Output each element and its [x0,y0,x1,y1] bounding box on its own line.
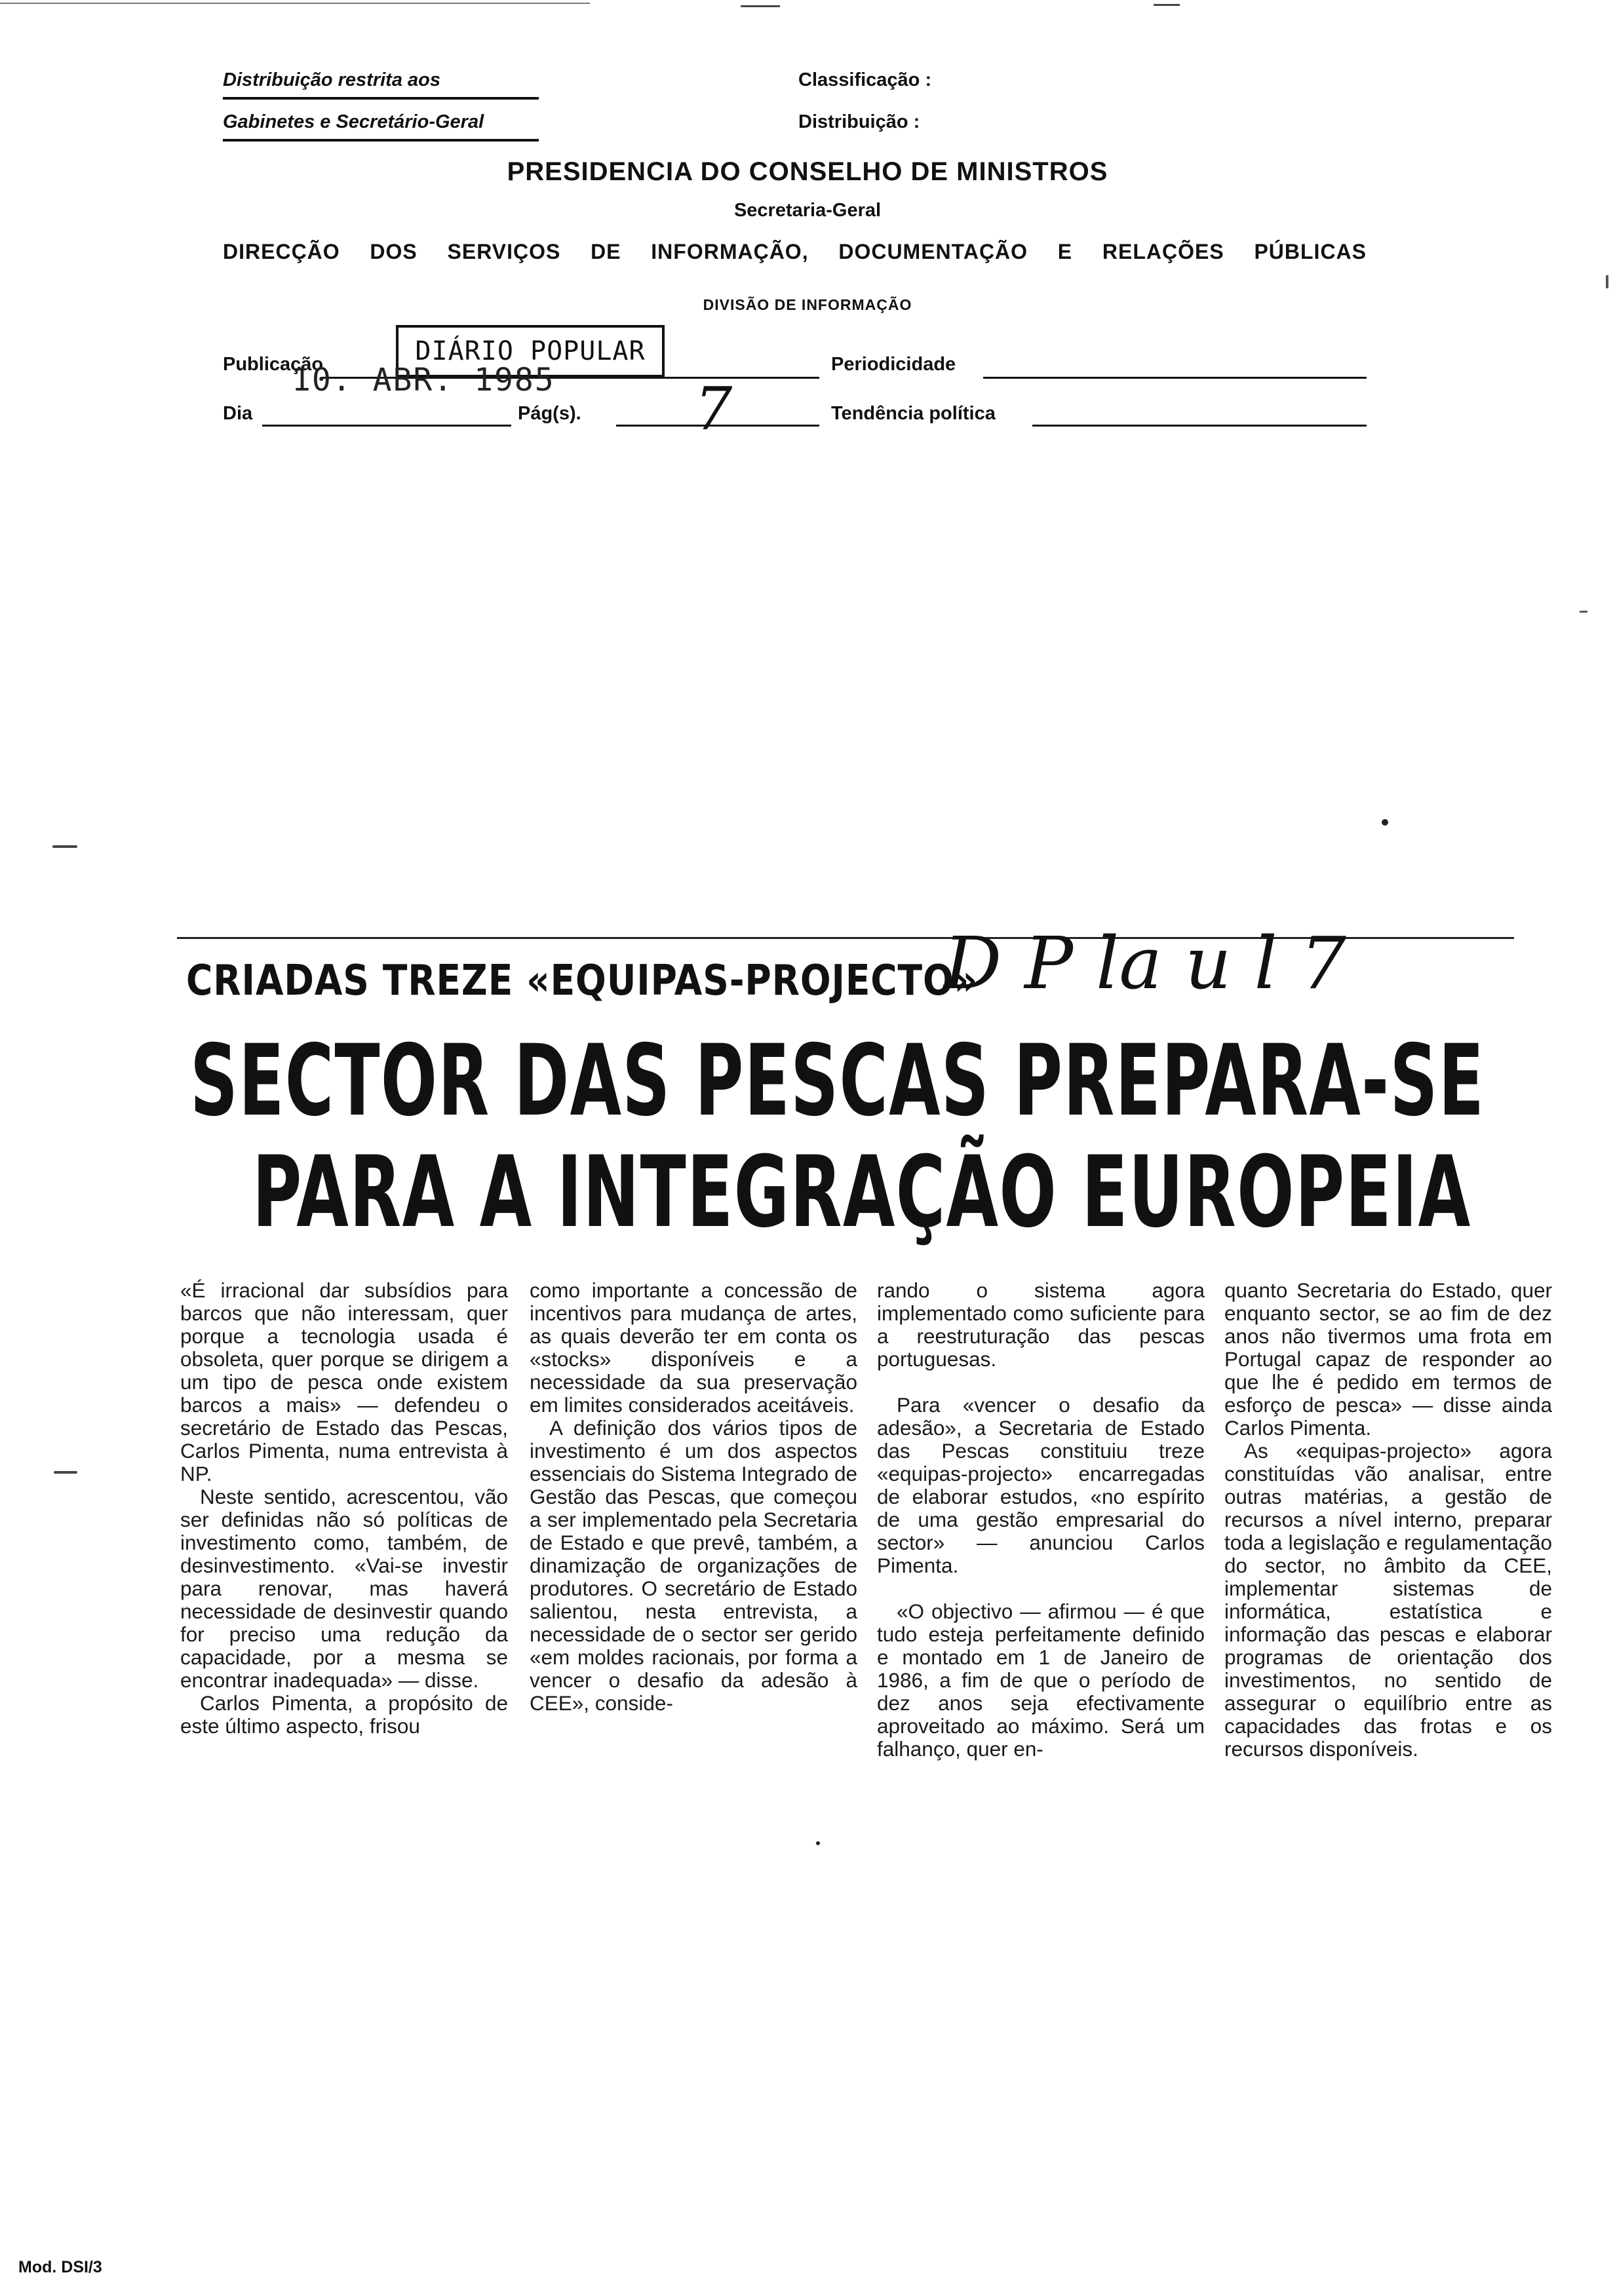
paragraph: «É irracional dar subsídios para barcos que não interessam, quer porque a tecnologia usada é obsoleta, quer porque se dirigem a um tipo de pesca onde existem barcos a mais» — defendeu o secretário de Estado das Pescas, Carlos Pimenta, numa entrevista à NP. [180,1278,508,1485]
day-label: Dia [223,403,253,424]
article-kicker: CRIADAS TREZE «EQUIPAS-PROJECTO» [186,957,979,1005]
paragraph: Neste sentido, acrescentou, vão ser definidas não só políticas de investimento como, também, de desinvestimento. «Vai-se investir para renovar, mas haverá necessidade de desinvestir quando for preciso uma redução da capacidade, por a mesma se encontrar inadequada» — disse. [180,1485,508,1692]
pages-value: 7 [695,375,733,444]
restricted-distribution-line2: Gabinetes e Secretário-Geral [223,111,484,132]
periodicity-line [983,377,1367,379]
paragraph: rando o sistema agora implementado como suficiente para a reestruturação das pescas portuguesas. [877,1278,1205,1371]
paragraph: As «equipas-projecto» agora constituídas vão analisar, entre outras matérias, a gestão de recursos a nível interno, preparar toda a legislação e regulamentação do sector, no âmbito da CEE, implementar sistemas de informática, estatística e informação das pescas e elaborar programas de orientação dos investimentos, no sentido de assegurar o equilíbrio entre as capacidades das frotas e os recursos disponíveis. [1224,1439,1552,1761]
restricted-distribution-line1: Distribuição restrita aos [223,69,440,90]
tendency-line [1032,425,1367,427]
scan-edge-mark [1154,4,1180,6]
paragraph: A definição dos vários tipos de investimento é um dos aspectos essenciais do Sistema Integrado de Gestão das Pescas, que começou a ser implementado pela Secretaria de Estado e que prevê, também, a dinamização de organizações de produtores. O secretário de Estado salientou, nesta entrevista, a necessidade de o sector ser gerido «em moldes racionais, por forma a vencer o desafio da adesão à CEE», conside- [530,1416,857,1715]
paragraph: Para «vencer o desafio da adesão», a Secretaria de Estado das Pescas constituiu treze «equipas-projecto» encarregadas de elaborar estudos, «no espírito de uma gestão empresarial do sector» — anunciou Carlos Pimenta. [877,1393,1205,1577]
paragraph: quanto Secretaria do Estado, quer enquanto sector, se ao fim de dez anos não tivermos uma frota em Portugal capaz de responder ao que lhe é pedido em termos de esforço de pesca» — disse ainda Carlos Pimenta. [1224,1278,1552,1440]
paragraph: Carlos Pimenta, a propósito de este último aspecto, frisou [180,1691,508,1738]
pages-label: Pág(s). [518,403,581,424]
distribution-label: Distribuição : [798,111,920,132]
scan-edge-line [0,3,590,4]
sub-org-title: Secretaria-Geral [733,200,882,221]
scan-mark [52,845,77,848]
article-column-3 [877,1279,1205,1761]
periodicity-label: Periodicidade [831,354,956,375]
classification-label: Classificação : [798,69,932,90]
handwritten-note: D P la u l 7 [944,921,1346,1005]
restricted-underline2 [223,139,539,142]
paragraph: como importante a concessão de incentivos para mudança de artes, as quais deverão ter em conta os «stocks» disponíveis e a necessidade da sua preservação em limites considerados aceitáveis. [530,1278,857,1417]
publication-label: Publicação [223,354,324,375]
scan-mark [1580,611,1587,613]
division-title: DIVISÃO DE INFORMAÇÃO [703,296,912,313]
scan-speck [1382,819,1388,826]
scan-mark [1606,275,1608,288]
scan-mark [54,1471,77,1474]
headline-line1: SECTOR DAS PESCAS PREPARA-SE [190,1024,1485,1138]
tendency-label: Tendência política [831,403,996,424]
scan-speck [816,1841,820,1845]
org-title: PRESIDENCIA DO CONSELHO DE MINISTROS [507,157,1108,186]
day-line [262,425,511,427]
date-stamp: 10. ABR. 1985 [292,362,555,398]
scan-edge-mark [741,5,780,7]
article-column-2 [530,1279,857,1715]
publication-stamp: DIÁRIO POPULAR [396,325,665,377]
article-column-4 [1224,1279,1552,1761]
paragraph: «O objectivo — afirmou — é que tudo esteja perfeitamente definido e montado em 1 de Janeiro de 1986, a fim de que o período de dez anos seja efectivamente aproveitado ao máximo. Será um falhanço, quer en- [877,1599,1205,1761]
article-column-1 [180,1279,508,1738]
form-code: Mod. DSI/3 [18,2258,102,2276]
restricted-underline1 [223,97,539,100]
directorate-title: DIRECÇÃO DOS SERVIÇOS DE INFORMAÇÃO, DOCUMENTAÇÃO E RELAÇÕES PÚBLICAS [223,240,1367,263]
headline-line2: PARA A INTEGRAÇÃO EUROPEIA [252,1136,1471,1250]
